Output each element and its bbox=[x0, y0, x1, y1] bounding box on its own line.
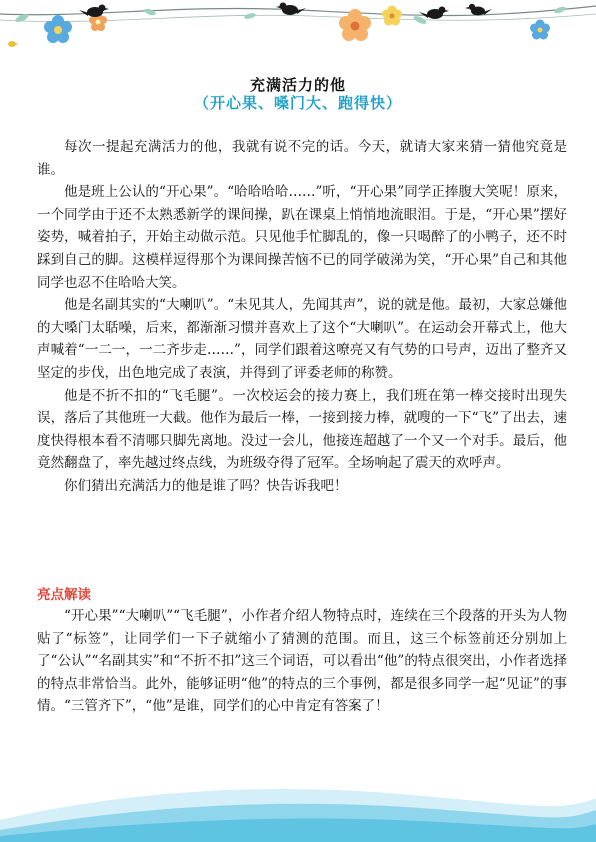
article-body bbox=[37, 136, 567, 498]
bird-icon bbox=[8, 41, 19, 47]
flower-icon bbox=[44, 15, 72, 43]
paragraph: 他是不折不扣的“飞毛腿”。一次校运会的接力赛上，我们班在第一棒交接时出现失误，落后了其他班一大截。他作为最后一棒，一接到接力棒，就嗖的一下“飞”了出去，速度快得根本看不清哪只脚先离地。没过一会儿，他接连超越了一个又一个对手。最后，他竟然翻盘了，率先越过终点线，为班级夺得了冠军。全场响起了震天的欢呼声。 bbox=[37, 387, 567, 472]
flower-icon bbox=[530, 20, 550, 40]
analysis-body bbox=[37, 605, 567, 718]
flower-icon bbox=[382, 6, 402, 26]
article-subtitle: （开心果、嗓门大、跑得快） bbox=[193, 94, 402, 112]
header-decoration bbox=[0, 0, 596, 62]
analysis-paragraph: “开心果”“大喇叭”“飞毛腿”，小作者介绍人物特点时，连续在三个段落的开头为人物贴了“标签”，让同学们一下子就缩小了猜测的范围。而且，这三个标签前还分别加上了“公认”“名副其实”和“不折不扣”这三个词语，可以看出“他”的特点很突出，小作者选择的特点非常恰当。此外，能够证明“他”的特点的三个事例，都是很多同学一起“见证”的事情。“三管齐下”，“他”是谁，同学们的心中肯定有答案了！ bbox=[37, 608, 567, 715]
paragraph: 他是名副其实的“大喇叭”。“未见其人，先闻其声”，说的就是他。最初，大家总嫌他的大嗓门太聒噪，后来，都渐渐习惯并喜欢上了这个“大喇叭”。在运动会开幕式上，他大声喊着“一二一，一二齐步走……”，同学们跟着这嘹亮又有气势的口号声，迈出了整齐又坚定的步伐，出色地完成了表演，并得到了评委老师的称赞。 bbox=[37, 297, 567, 381]
paragraph: 你们猜出充满活力的他是谁了吗？快告诉我吧！ bbox=[64, 477, 348, 494]
bird-icon bbox=[419, 7, 449, 20]
article-title: 充满活力的他 bbox=[249, 76, 346, 95]
footer-wave-decoration bbox=[0, 772, 596, 842]
bird-icon bbox=[465, 4, 492, 16]
paragraph: 他是班上公认的“开心果”。“哈哈哈哈……”听，“开心果”同学正捧腹大笑呢！原来，一个同学由于还不太熟悉新学的课间操，趴在课桌上悄悄地流眼泪。于是，“开心果”摆好姿势，喊着拍子，开始主动做示范。只见他手忙脚乱的，像一只喝醉了的小鸭子，还不时踩到自己的脚。这模样逗得那个为课间操苦恼不已的同学破涕为笑，“开心果”自己和其他同学也忍不住哈哈大笑。 bbox=[37, 184, 567, 291]
analysis-heading: 亮点解读 bbox=[37, 587, 91, 603]
bird-icon bbox=[79, 5, 109, 18]
paragraph: 每次一提起充满活力的他，我就有说不完的话。今天，就请大家来猜一猜他究竟是谁。 bbox=[37, 139, 567, 178]
